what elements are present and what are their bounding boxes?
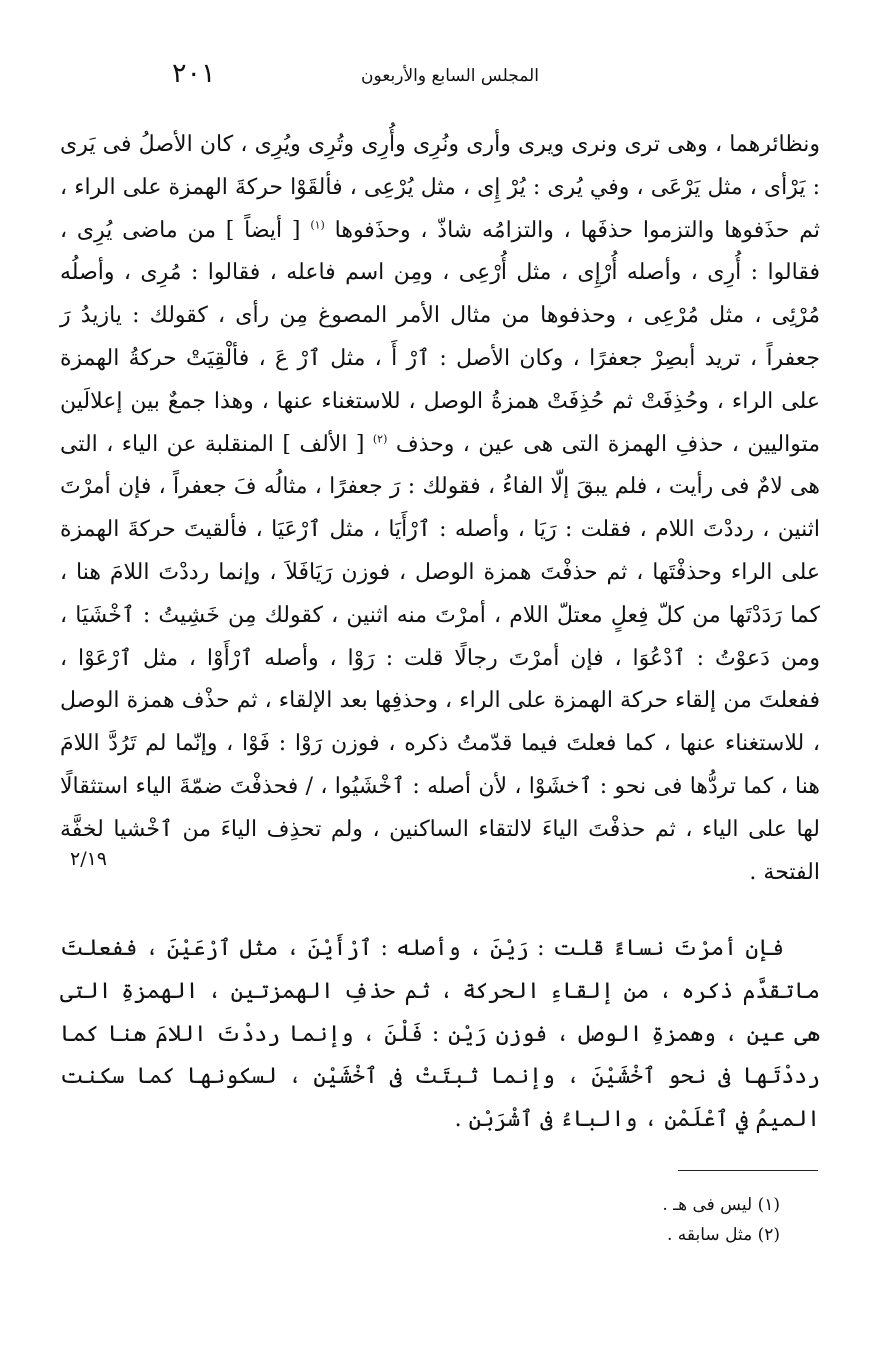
body-paragraph-1 [60,124,820,894]
paragraph-segment: [ الألف ] المنقلبة عن الياء ، التى هى لامٌ فى رأيت ، فلم يبقَ إلّا الفاءُ ، فقولك : رَ جعفرًا ، مثالُه فَ جعفراً ، فإن أمرْتَ اثنين ، رددْتَ اللام ، فقلت : رَيَا ، وأصله : ٱرْأَيَا ، مثل ٱرْعَيَا ، فألقيتَ حركةَ الهمزة على الراء وحذفْتَها ، ثم حذفْتَ همزة الوصل ، فوزن رَيَافَلاَ ، وإنما رددْتَ اللامَ هنا ، كما رَدَدْتَها من كلّ فِعلٍ معتلّ اللام ، أمرْتَ منه اثنين ، كقولك مِن خَشِيتُ : ٱخْشَيَا ، ومن دَعوْتُ : ٱدْعُوَا ، فإن أمرْتَ رجالًا قلت : رَوْا ، وأصله ٱرْأَوْا ، مثل ٱرْعَوْا ، ففعلتَ من إلقاء حركة الهمزة على الراء ، وحذفِها بعد الإلقاء ، ثم حذْف همزة الوصل ، للاستغناء عنها ، كما فعلتَ فيما قدّمتُ ذكره ، فوزن رَوْا : فَوْا ، وإنّما لم تَرُدَّ اللامَ هنا ، كما تردُّها فى نحو : ٱخشَوْا ، لأن أصله : ٱخْشَيُوا ، / فحذفْتَ ضمّةَ الياء استثقالًا لها على الياء ، ثم حذفْتَ الياءَ لالتقاء الساكنين ، ولم تحذِف الياءَ من ٱخْشيا لخفَّة الفتحة . [60,431,820,885]
paragraph-text [60,124,820,894]
paragraph-segment: [ أيضاً ] من ماضى يُرِى ، فقالوا : أُرِى ، وأصله أُرْإِى ، مثل أُرْعِى ، ومِن اسم فاعله ، فقالوا : مُرِى ، وأصلُه مُرْئِى ، مثل مُرْعِى ، وحذفوها من مثال الأمر المصوغ مِن رأى ، كقولك : يازيدُ رَ جعفراً ، تريد أبصِرْ جعفرًا ، وكان الأصل : ٱرْ أَ ، مثل ٱرْ عَ ، فألْقِيَتْ حركةُ الهمزة على الراء ، وحُذِفَتْ ثم حُذِفَتْ همزةُ الوصل ، للاستغناء عنها ، وهذا جمعٌ بين إعلالَين متواليين ، حذفِ الهمزة التى هى عين ، وحذف [60,217,821,457]
footnote-reference-2: (٢) [372,432,388,446]
footnote-1: (١) ليس فى هـ . [662,1195,780,1215]
body-paragraph-2 [60,928,820,1142]
page-number: ٢٠١ [172,58,216,89]
footnote-divider [678,1170,818,1171]
running-head: المجلس السابع والأربعون [361,66,539,86]
paragraph-text [60,928,820,1142]
footnotes [480,1190,780,1250]
paragraph-segment: فإن أمرْتَ نساءً قلت : رَيْنَ ، وأصله : ٱرْأَيْنَ ، مثل ٱرْعَيْنَ ، ففعلتَ ماتقدَّم ذكره ، من إلقاءِ الحركة ، ثم حذفِ الهمزتين ، الهمزةِ التى هى عين ، وهمزةِ الوصل ، فوزن رَيْن : فَلْنَ ، وإنما رددْتَ اللامَ هنا كما رددْتَها فى نحو ٱخْشَيْنَ ، وإنما ثبتَتْ فى ٱخْشَيْن ، لسكونها كما سكنت الميمُ في ٱعْلَمْن ، والباءُ فى ٱشْرَبْن . [60,936,820,1133]
paragraph-segment: ونظائرهما ، وهى ترى ونرى ويرى وأرى ونُرِى وأُرِى وتُرِى ويُرِى ، كان الأصلُ فى يَرى : يَرْأى ، مثل يَرْعَى ، وفي يُرى : يُرْ إِى ، مثل يُرْعِى ، فألقَوْا حركةَ الهمزة على الراء ، ثم حذَفوها والتزموا حذفَها ، والتزامُه شاذّ ، وحذَفوها [60,132,821,243]
footnote-reference-1: (١) [310,218,325,232]
margin-reference: ٢/١٩ [70,848,108,870]
footnote-2: (٢) مثل سابقه . [666,1225,780,1245]
